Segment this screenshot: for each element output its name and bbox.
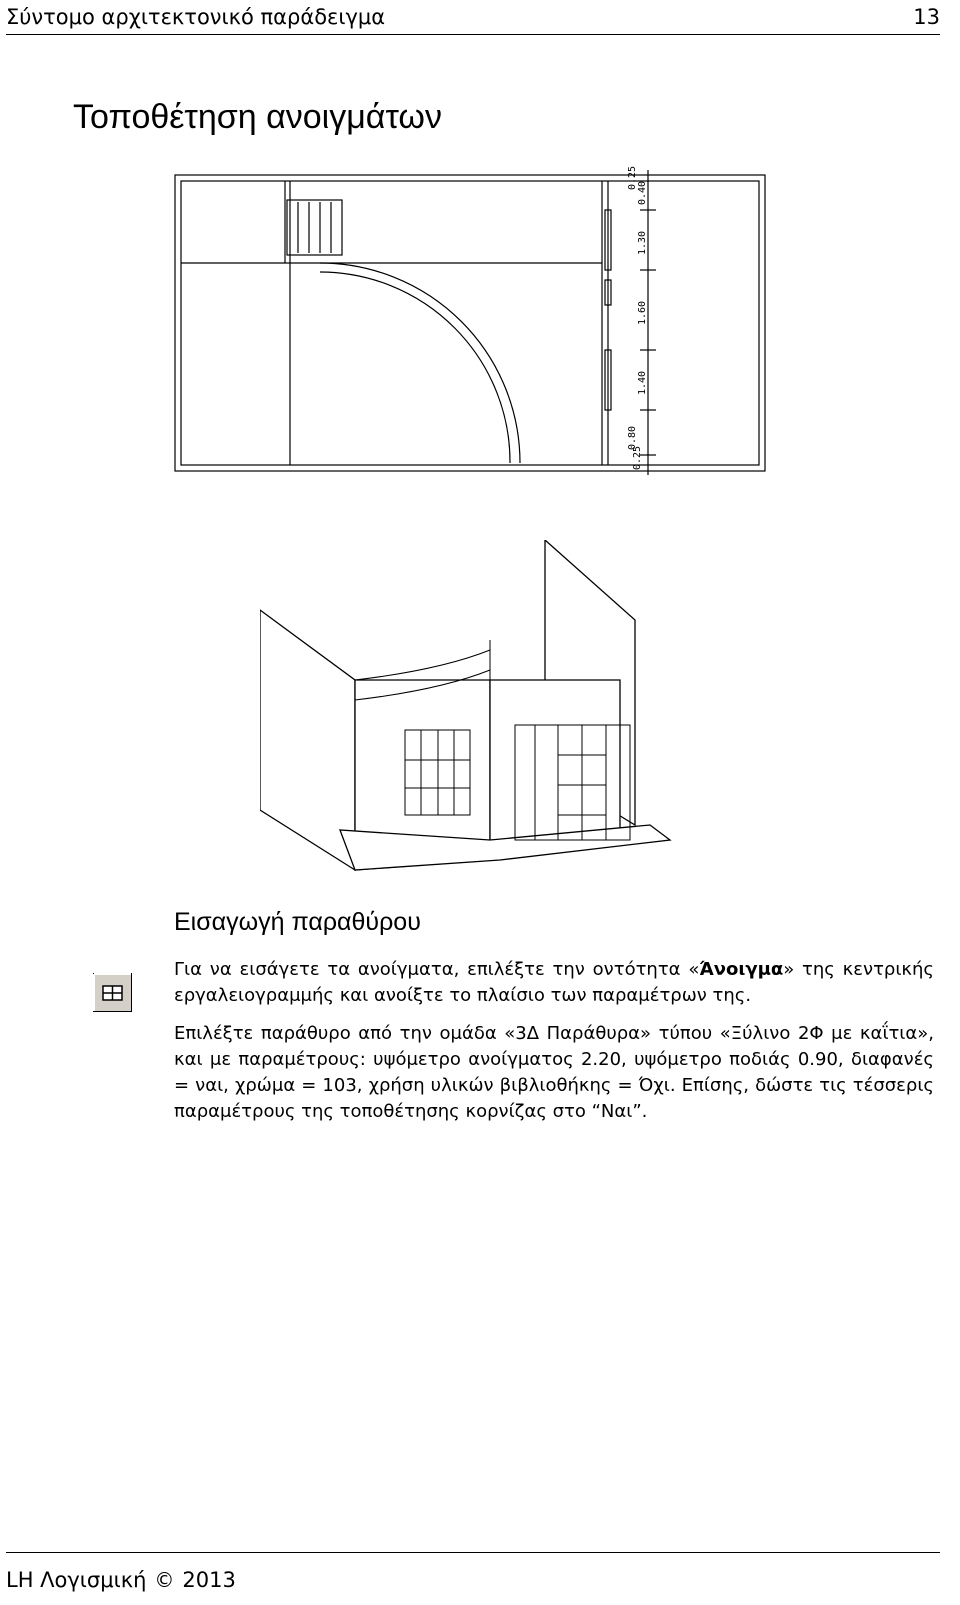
paragraph-1 [174,957,934,1009]
dim-label: 0.25 [632,445,643,470]
paragraph-2: Επιλέξτε παράθυρο από την ομάδα «3Δ Παράθυρα» τύπου «Ξύλινο 2Φ με καΐτια», και με παραμέτρους: υψόμετρο ανοίγματος 2.20, υψόμετρο ποδιάς 0.90, διαφανές = ναι, χρώμα = 103, χρήση υλικών βιβλιοθήκης = Όχι. Επίσης, δώστε τις τέσσερις παραμέτρους της τοποθέτησης κορνίζας στο “Ναι”. [174,1023,934,1122]
header-rule [6,34,940,35]
dim-label: 1.30 [637,230,648,255]
dim-label: 0.40 [637,180,648,205]
dim-label: 1.40 [637,370,648,395]
footer-rule [6,1552,940,1553]
running-header [6,2,940,32]
floor-plan-figure [170,160,770,480]
header-title: Σύντομο αρχιτεκτονικό παράδειγμα [6,5,386,29]
paragraph-1-before: Για να εισάγετε τα ανοίγματα, επιλέξτε την οντότητα « [174,959,700,980]
footer-company: LH Λογισμική [6,1568,147,1592]
dim-label: 0.80 [627,425,638,450]
running-footer [6,1568,236,1592]
3d-house-figure [260,540,690,890]
page-number: 13 [913,5,940,29]
dim-label: 0.25 [627,165,638,190]
paragraph-1-after: » της κεντρικής εργαλειογραμμής και ανοίξτε το πλαίσιο των παραμέτρων της. [174,959,934,1006]
copyright-icon: © [154,1568,175,1592]
footer-year: 2013 [182,1568,236,1592]
section-title: Τοποθέτηση ανοιγμάτων [73,98,442,136]
paragraph-1-bold: Άνοιγμα [699,959,784,980]
window-opening-tool-icon [93,973,132,1012]
subsection-title: Εισαγωγή παραθύρου [174,908,421,936]
dim-label: 1.60 [637,300,648,325]
